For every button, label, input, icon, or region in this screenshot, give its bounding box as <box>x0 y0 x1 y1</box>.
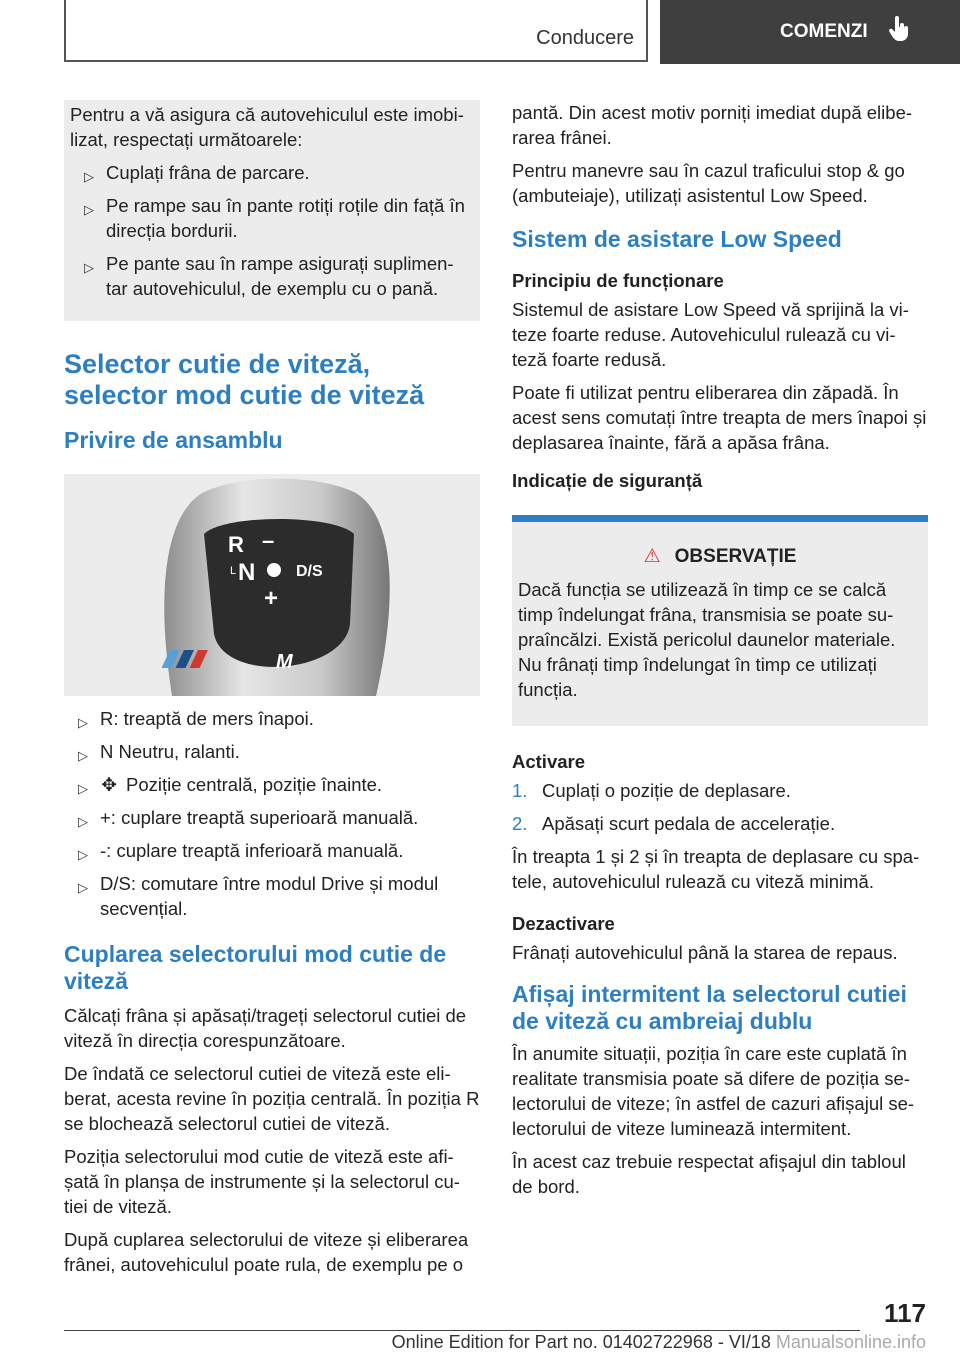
hand-pointer-icon <box>888 16 910 48</box>
triangle-bullet-icon: ▷ <box>84 202 94 217</box>
immobilize-box <box>64 100 480 321</box>
list-item: ▷ N Neutru, ralanti. <box>64 739 480 764</box>
overview-heading: Privire de ansamblu <box>64 427 283 453</box>
label-ds: D/S <box>296 563 323 580</box>
paragraph: După cuplarea selectorului de viteze și eliberarea frânei, autovehiculul poate rula, de exemplu pe o <box>64 1229 469 1275</box>
overview-list <box>64 706 480 921</box>
paragraph: În acest caz trebuie respectat afișajul din tabloul de bord. <box>512 1151 906 1197</box>
page-number: 117 <box>884 1298 926 1328</box>
warning-box <box>512 515 928 726</box>
gear-selector-figure <box>64 474 480 696</box>
edition-text: Online Edition for Part no. 01402722968 - VI/18 <box>391 1332 771 1352</box>
engage-heading: Cuplarea selectorului mod cutie de viteză <box>64 941 447 994</box>
list-item: 1. Cuplați o poziție de deplasare. <box>512 780 791 801</box>
list-item: ▷ Cuplați frâna de parcare. <box>70 160 474 185</box>
immobilize-list <box>70 160 474 301</box>
right-column <box>512 100 928 1207</box>
footer-divider <box>64 1330 860 1331</box>
center-position-icon <box>267 563 281 577</box>
deactivate-heading: Dezactivare <box>512 913 615 934</box>
list-item: 2. Apăsați scurt pedala de accelerație. <box>512 813 836 834</box>
list-item: ▷ Pe pante sau în rampe asigurați suplimen- tar autovehiculul, de exemplu cu o pană. <box>84 253 454 299</box>
list-item: ▷ ✥ Poziție centrală, poziție înainte. <box>64 772 480 797</box>
paragraph: În treapta 1 și 2 și în treapta de deplasare cu spa- tele, autovehiculul rulează cu viteză minimă. <box>512 846 920 892</box>
triangle-bullet-icon: ▷ <box>78 880 88 895</box>
center-position-icon: ✥ <box>101 774 117 795</box>
activate-steps <box>512 778 928 836</box>
section-tab <box>64 0 648 62</box>
chapter-title: COMENZI <box>780 21 868 42</box>
list-item: ▷ Pe rampe sau în pante rotiți roțile din față în direcția bordurii. <box>84 195 465 241</box>
label-n: N <box>238 559 256 586</box>
triangle-bullet-icon: ▷ <box>84 169 94 184</box>
list-item: ▷ -: cuplare treaptă inferioară manuală. <box>64 838 480 863</box>
list-item: ▷ R: treaptă de mers înapoi. <box>64 706 480 731</box>
left-column <box>64 100 480 1285</box>
warning-title: OBSERVAȚIE <box>674 546 797 567</box>
triangle-bullet-icon: ▷ <box>78 814 88 829</box>
triangle-bullet-icon: ▷ <box>78 781 88 796</box>
label-l: L <box>230 565 237 577</box>
label-minus: – <box>262 528 275 553</box>
safety-heading: Indicație de siguranță <box>512 470 703 491</box>
list-item: ▷ +: cuplare treaptă superioară manuală. <box>64 805 480 830</box>
principle-heading: Principiu de funcționare <box>512 270 724 291</box>
gear-selector-illustration <box>64 474 480 696</box>
activate-heading: Activare <box>512 751 586 772</box>
immobilize-intro: Pentru a vă asigura că autovehiculul este imobi- lizat, respectați următoarele: <box>70 104 464 150</box>
triangle-bullet-icon: ▷ <box>78 847 88 862</box>
chapter-tab <box>660 0 960 64</box>
paragraph: De îndată ce selectorul cutiei de viteză este eli- berat, acesta revine în poziția centrală. În poziția R se blochează selectorul cutiei de viteză. <box>64 1063 480 1134</box>
triangle-bullet-icon: ▷ <box>78 715 88 730</box>
selector-heading: Selector cutie de viteză, selector mod cutie de viteză <box>64 349 425 410</box>
paragraph: Pentru manevre sau în cazul traficului stop & go (ambuteiaje), utilizați asistentul Low Speed. <box>512 160 905 206</box>
paragraph: Poate fi utilizat pentru eliberarea din zăpadă. În acest sens comutați între treapta de mers înapoi și deplasarea înainte, fără a apăsa frâna. <box>512 382 927 453</box>
blink-heading: Afișaj intermitent la selectorul cutiei de viteză cu ambreiaj dublu <box>512 981 907 1034</box>
footer <box>392 1332 926 1353</box>
paragraph: Poziția selectorului mod cutie de viteză este afi- șată în planșa de instrumente și la selectorul cu- tiei de viteză. <box>64 1146 460 1217</box>
triangle-bullet-icon: ▷ <box>78 748 88 763</box>
warning-triangle-icon: ⚠ <box>643 546 661 567</box>
paragraph: Sistemul de asistare Low Speed vă sprijină la vi- teze foarte reduse. Autovehiculul rulează cu vi- teză foarte redusă. <box>512 299 909 370</box>
watermark: Manualsonline.info <box>775 1332 926 1352</box>
list-item: ▷ D/S: comutare între modul Drive și modul secvențial. <box>78 873 439 919</box>
section-title: Conducere <box>536 27 634 49</box>
paragraph: Călcați frâna și apăsați/trageți selectorul cutiei de viteză în direcția corespunzătoare. <box>64 1005 467 1051</box>
paragraph: pantă. Din acest motiv porniți imediat după elibe- rarea frânei. <box>512 102 913 148</box>
label-r: R <box>228 532 244 557</box>
warning-title-row <box>518 544 922 569</box>
paragraph: În anumite situații, poziția în care este cuplată în realitate transmisia poate să difere de poziția se- lectorului de viteze; în astfel de cazuri afișajul se- lectorului de viteze luminează intermitent. <box>512 1043 915 1139</box>
triangle-bullet-icon: ▷ <box>84 260 94 275</box>
warning-text: Dacă funcția se utilizează în timp ce se calcă timp îndelungat frâna, transmisia se poate su- praîncălzi. Există pericolul daunelor materiale. Nu frânați timp îndelungat în timp ce utilizați funcția. <box>518 579 896 700</box>
low-speed-heading: Sistem de asistare Low Speed <box>512 226 842 252</box>
label-plus: + <box>264 585 279 612</box>
paragraph: Frânați autovehiculul până la starea de repaus. <box>512 942 898 963</box>
m-logo: M <box>276 651 293 673</box>
